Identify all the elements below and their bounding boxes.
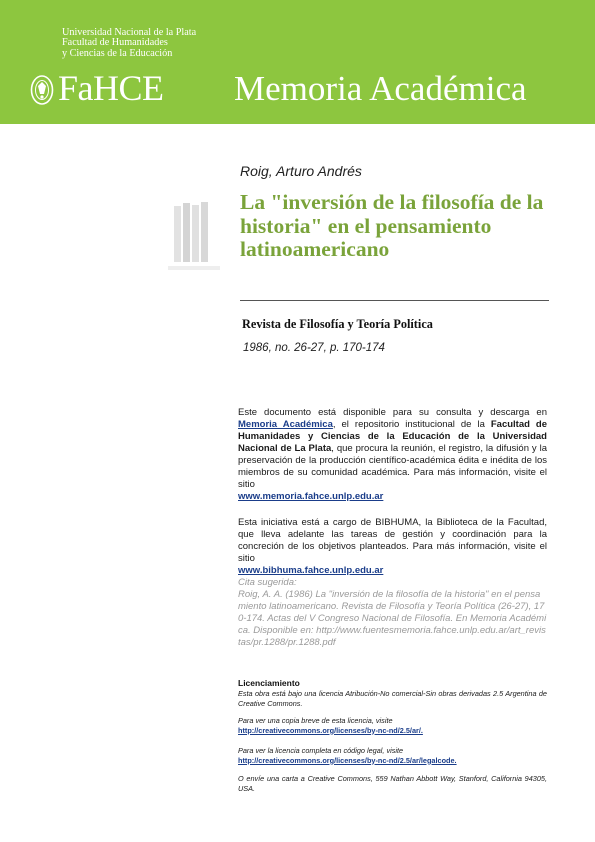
suggested-citation [238,577,547,649]
license-heading: Licenciamiento [238,678,300,688]
license-full-link[interactable]: http://creativecommons.org/licenses/by-nc-nd/2.5/ar/legalcode. [238,755,457,765]
memoria-url-link[interactable]: www.memoria.fahce.unlp.edu.ar [238,491,384,502]
citation-label: Cita sugerida: [238,577,297,588]
memoria-academica-link[interactable]: Memoria Académica [238,419,333,430]
faculty-line-2: y Ciencias de la Educación [62,47,173,59]
faculty-line: Facultad de Humanidades [62,37,168,49]
license-full: Para ver la licencia completa en código legal, visite http://creativecommons.org/licenses/by-nc-nd/2.5/ar/legalcode. [238,746,457,765]
faculty-name: Facultad de Humanidades y Ciencias de la Educación de la Universidad Nacional de La Plata [238,419,548,454]
license-short: Para ver una copia breve de esta licencia, visite http://creativecommons.org/licenses/by-nc-nd/2.5/ar/. [238,716,423,735]
university-seal-icon [30,74,54,106]
institution-name [62,28,196,59]
library-books-icon [168,200,220,274]
license-short-link[interactable]: http://creativecommons.org/licenses/by-nc-nd/2.5/ar/. [238,725,423,735]
citation-text: Roig, A. A. (1986) La "inversión de la filosofía de la historia" en el pensamiento latinoamericano. Revista de Filosofía y Teoría Política (26-27), 170-174. Actas del V Congreso Nacional de Filosofía. En Memoria Académica. Disponible en: http://www.fuentesmemoria.fahce.unlp.edu.ar/art_revistas/pr.1288/pr.1288.pdf [238,589,547,648]
header-banner [0,0,595,124]
availability-paragraph: Este documento está disponible para su consulta y descarga en Memoria Académica, el repositorio institucional de la Facultad de Humanidades y Ciencias de la Educación de la Universidad Nacional de La Plata, que procura la reunión, el registro, la difusión y la preservación de la producción científico-académica édita e inédita de los miembros de su comunidad académica. Para más información, visite el sitio www.memoria.fahce.unlp.edu.ar [238,407,548,502]
journal-name: Revista de Filosofía y Teoría Política [242,317,433,331]
university-line: Universidad Nacional de la Plata [62,27,197,38]
repository-title[interactable]: Memoria Académica [234,69,527,108]
article-title: La "inversión de la filosofía de la historia" en el pensamiento latinoamericano [240,190,544,261]
bibhuma-url-link[interactable]: www.bibhuma.fahce.unlp.edu.ar [238,565,384,576]
title-divider [240,300,549,301]
license-mail: O envíe una carta a Creative Commons, 559 Nathan Abbott Way, Stanford, California 94305, USA. [238,774,547,793]
bibhuma-paragraph: Esta iniciativa está a cargo de BIBHUMA, la Biblioteca de la Facultad, que lleva adelante las tareas de gestión y coordinación para la concreción de los objetivos planteados. Para más información, visite el sitio www.bibhuma.fahce.unlp.edu.ar [238,517,547,576]
article-author: Roig, Arturo Andrés [240,163,362,179]
fahce-logo[interactable]: FaHCE [58,68,164,108]
license-text: Esta obra está bajo una licencia Atribución-No comercial-Sin obras derivadas 2.5 Argentina de Creative Commons. [238,689,547,708]
citation-details: 1986, no. 26-27, p. 170-174 [243,342,385,354]
